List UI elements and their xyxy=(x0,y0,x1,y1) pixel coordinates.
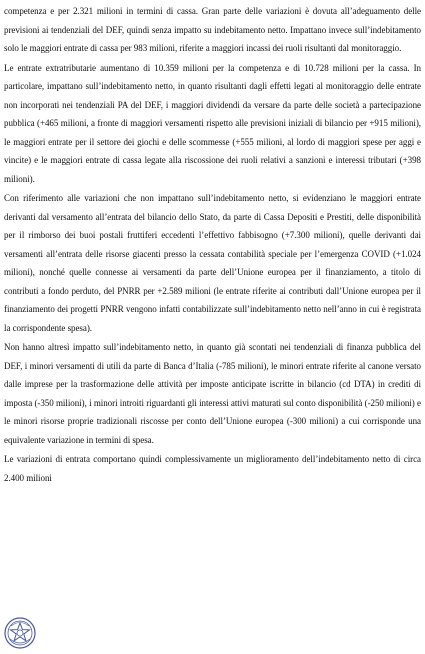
paragraph-no-impact-variations: Con riferimento alle variazioni che non impattano sull’indebitamento netto, si evidenziano le maggiori entrate derivanti dal versamento all’entrata del bilancio dello Stato, da parte di Cassa Depositi e Prestiti, delle disponibilità per il rimborso dei buoi postali fruttiferi eccedenti l’effettivo fabbisogno (+7.300 milioni), quelle derivanti dai versamenti all’entrata delle risorse giacenti presso la cessata contabilità speciale per l’emergenza COVID (+1.024 milioni), nonché quelle connesse ai versamenti da parte dell’Unione europea per il finanziamento, a titolo di contributi a fondo perduto, del PNRR per +2.589 milioni (le entrate riferite ai contributi dall’Unione europea per il finanziamento dei progetti PNRR vengono infatti contabilizzate sull’indebitamento netto nell’anno in cui è registrata la corrispondente spesa). xyxy=(4,193,421,333)
document-body xyxy=(4,2,421,488)
paragraph-extratax-revenues: Le entrate extratributarie aumentano di 10.359 milioni per la competenza e di 10.728 milioni per la cassa. In particolare, impattano sull’indebitamento netto, in quanto risultanti dagli effetti legati al monitoraggio delle entrate non incorporati nei tendenziali PA del DEF, i maggiori dividendi da versare da parte delle società a partecipazione pubblica (+465 milioni, a fronte di maggiori versamenti rispetto alle previsioni iniziali di bilancio per +915 milioni), le maggiori entrate per il settore dei giochi e delle scommesse (+555 milioni, al lordo di maggiori spese per aggi e vincite) e le maggiori entrate di cassa legate alla riscossione dei ruoli relativi a sanzioni e interessi tributari (+398 milioni). xyxy=(4,62,421,184)
paragraph-conclusion: Le variazioni di entrata comportano quindi complessivamente un miglioramento dell’indebitamento netto di circa 2.400 milioni xyxy=(4,454,421,483)
paragraph-def-discounted: Non hanno altresì impatto sull’indebitamento netto, in quanto già scontati nei tendenziali di finanza pubblica del DEF, i minori versamenti di utili da parte di Banca d’Italia (-785 milioni), le minori entrate riferite al canone versato dalle imprese per la trasformazione delle attività per imposte anticipate iscritte in bilancio (cd DTA) in crediti di imposta (-350 milioni), i minori introiti riguardanti gli interessi attivi maturati sul conto disponibilità (-250 milioni) e le minori risorse proprie tradizionali riscosse per conto dell’Unione europea (-300 milioni) a cui corrisponde una equivalente variazione in termini di spesa. xyxy=(4,342,421,445)
paragraph-cash-competence: competenza e per 2.321 milioni in termini di cassa. Gran parte delle variazioni è dovuta all’adeguamento delle previsioni ai tendenziali del DEF, quindi senza impatto su indebitamento netto. Impattano invece sull’indebitamento solo le maggiori entrate di cassa per 983 milioni, riferite a maggiori incassi dei ruoli risultanti dal monitoraggio. xyxy=(4,6,421,53)
state-seal-icon xyxy=(4,617,36,649)
